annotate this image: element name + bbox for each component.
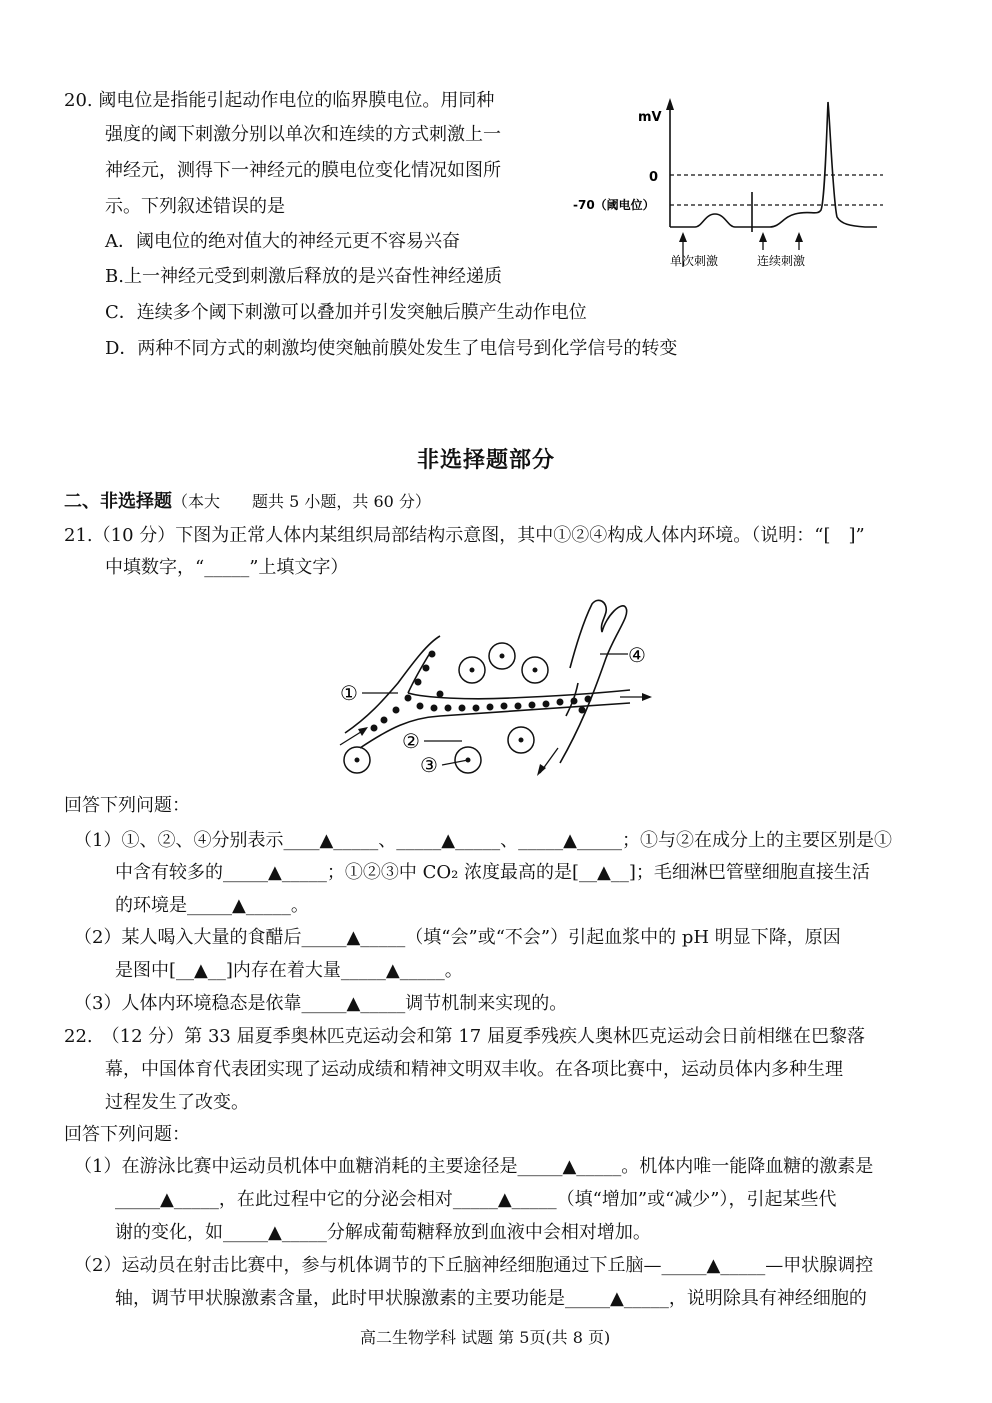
tissue-structure-diagram [330, 598, 670, 778]
q22-line-4: （2）运动员在射击比赛中，参与机体调节的下丘脑神经细胞通过下丘脑—_____▲_____—甲状腺调控 [74, 1255, 874, 1276]
q22-line-5: 轴，调节甲状腺激素含量，此时甲状腺激素的主要功能是_____▲_____，说明除具有神经细胞的 [115, 1288, 867, 1309]
q21-line-3: 的环境是_____▲_____。 [115, 895, 309, 916]
q21-stem-line-2: 中填数字，“_____”上填文字） [105, 557, 349, 578]
section-heading [64, 493, 431, 511]
q22-stem-line-3: 过程发生了改变。 [105, 1092, 249, 1113]
q21-line-5: 是图中[__▲__]内存在着大量_____▲_____。 [115, 960, 463, 981]
y-axis-unit: mV [638, 110, 662, 125]
q22-stem-line-2: 幕，中国体育代表团实现了运动成绩和精神文明双丰收。在各项比赛中，运动员体内多种生理 [105, 1059, 843, 1080]
label-1: ① [340, 681, 358, 705]
q20-option-b: B.上一神经元受到刺激后释放的是兴奋性神经递质 [105, 266, 502, 287]
section-heading-rest: （本大 题共 5 小题，共 60 分） [172, 492, 431, 511]
q20-stem-line-4: 示。下列叙述错误的是 [105, 196, 285, 217]
q20-stem-line-1: 20. 阈电位是指能引起动作电位的临界膜电位。用同种 [64, 90, 495, 111]
single-stimulus-label: 单次刺激 [670, 254, 719, 268]
q21-line-1: （1）①、②、④分别表示____▲_____、_____▲_____、_____▲_____；①与②在成分上的主要区别是① [74, 830, 892, 851]
q22-stem-line-1: 22. （12 分）第 33 届夏季奥林匹克运动会和第 17 届夏季残疾人奥林匹克运动会日前相继在巴黎落 [64, 1026, 865, 1047]
q20-option-c: C．连续多个阈下刺激可以叠加并引发突触后膜产生动作电位 [105, 302, 587, 323]
threshold-label: -70（阈电位） [573, 198, 655, 212]
q20-option-a: A．阈电位的绝对值大的神经元更不容易兴奋 [105, 231, 460, 252]
q20-option-d: D．两种不同方式的刺激均使突触前膜处发生了电信号到化学信号的转变 [105, 338, 678, 359]
q22-line-1: （1）在游泳比赛中运动员机体中血糖消耗的主要途径是_____▲_____。机体内唯一能降血糖的激素是 [74, 1156, 874, 1177]
page-footer: 高二生物学科 试题 第 5页(共 8 页) [360, 1328, 611, 1347]
q21-line-2: 中含有较多的_____▲_____；①②③中 CO₂ 浓度最高的是[__▲__]；毛细淋巴管壁细胞直接生活 [115, 862, 870, 883]
q21-stem-line-1: 21.（10 分）下图为正常人体内某组织局部结构示意图，其中①②④构成人体内环境。（说明：“[ ]” [64, 525, 865, 546]
q20-stem-line-2: 强度的阈下刺激分别以单次和连续的方式刺激上一 [105, 124, 501, 145]
section-title: 非选择题部分 [417, 448, 556, 473]
q22-line-3: 谢的变化，如_____▲_____分解成葡萄糖释放到血液中会相对增加。 [115, 1222, 651, 1243]
q21-answer-prompt: 回答下列问题： [64, 795, 190, 816]
section-heading-bold: 二、非选择题 [64, 491, 172, 512]
q22-answer-prompt: 回答下列问题： [64, 1124, 190, 1145]
q22-line-2: _____▲_____，在此过程中它的分泌会相对_____▲_____（填“增加”或“减少”），引起某些代 [115, 1189, 837, 1210]
label-4: ④ [628, 643, 646, 667]
q20-stem-line-3: 神经元，测得下一神经元的膜电位变化情况如图所 [105, 160, 501, 181]
membrane-potential-graph [565, 92, 895, 277]
label-3: ③ [420, 753, 438, 777]
continuous-stimulus-label: 连续刺激 [757, 254, 806, 268]
q21-line-4: （2）某人喝入大量的食醋后_____▲_____（填“会”或“不会”）引起血浆中的 pH 明显下降，原因 [74, 927, 841, 948]
label-2: ② [402, 729, 420, 753]
zero-label: 0 [649, 170, 659, 185]
q21-line-6: （3）人体内环境稳态是依靠_____▲_____调节机制来实现的。 [74, 993, 568, 1014]
